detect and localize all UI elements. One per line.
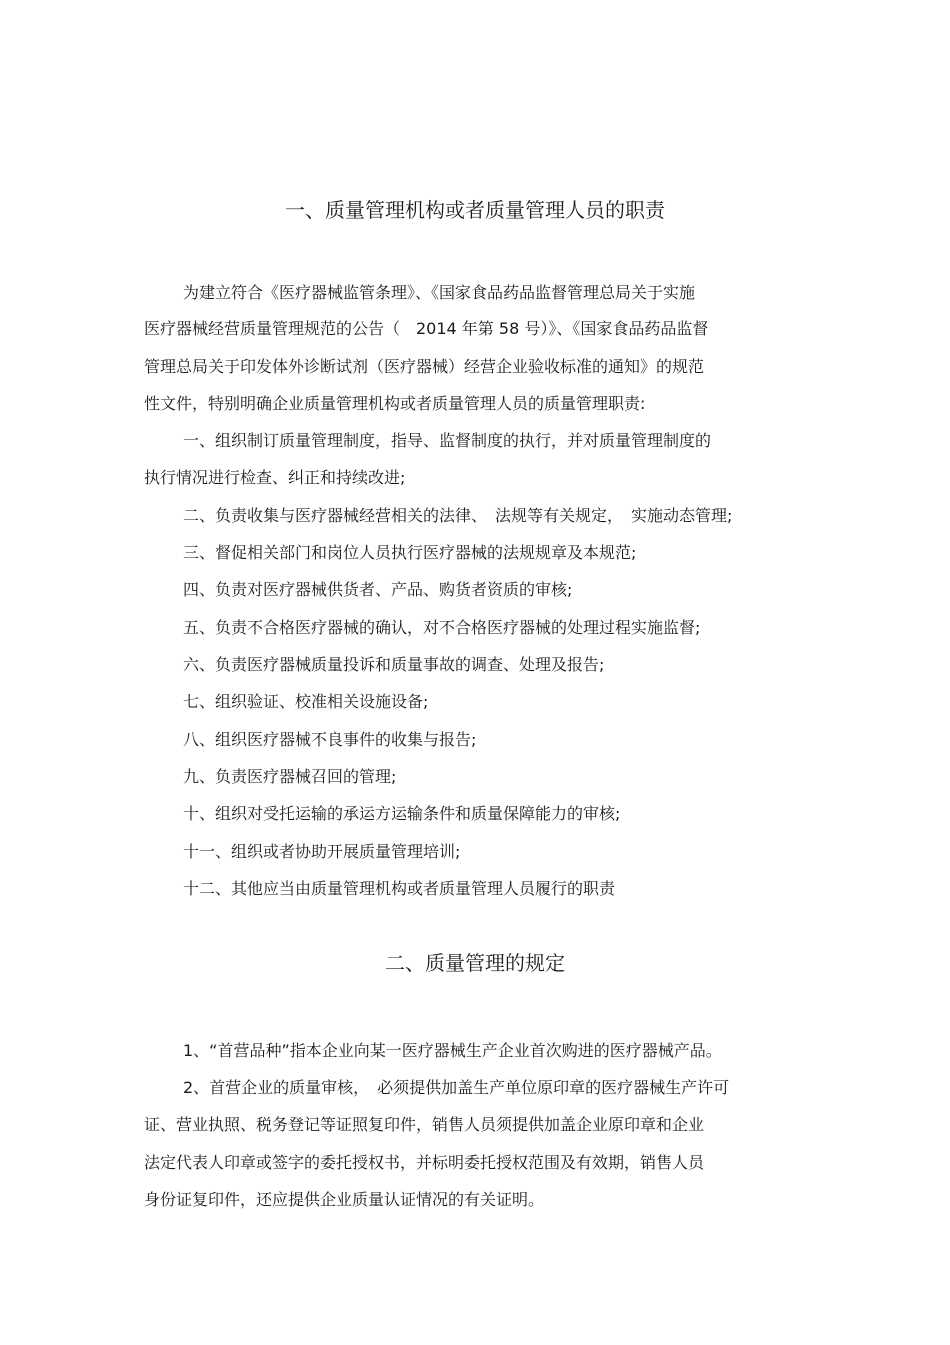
duty-item-5: 五、负责不合格医疗器械的确认，对不合格医疗器械的处理过程实施监督; (183, 618, 701, 637)
rule-para-2-line-1: 2、首营企业的质量审核， 必须提供加盖生产单位原印章的医疗器械生产许可 (183, 1078, 730, 1097)
intro-line-3: 管理总局关于印发体外诊断试剂（医疗器械）经营企业验收标准的通知》的规范 (144, 357, 705, 376)
duty-item-1-line-1: 一、组织制订质量管理制度，指导、监督制度的执行，并对质量管理制度的 (183, 431, 712, 450)
rule-para-2-line-3: 法定代表人印章或签字的委托授权书，并标明委托授权范围及有效期，销售人员 (144, 1153, 705, 1172)
duty-item-8: 八、组织医疗器械不良事件的收集与报告; (183, 730, 477, 749)
duty-item-9: 九、负责医疗器械召回的管理; (183, 767, 397, 786)
intro-line-4: 性文件，特别明确企业质量管理机构或者质量管理人员的质量管理职责: (144, 394, 646, 413)
rule-para-1: 1、“首营品种”指本企业向某一医疗器械生产企业首次购进的医疗器械产品。 (183, 1041, 722, 1060)
duty-item-1-line-2: 执行情况进行检查、纠正和持续改进; (144, 468, 406, 487)
intro-line-1: 为建立符合《医疗器械监管条理》、《国家食品药品监督管理总局关于实施 (183, 283, 696, 302)
duty-item-3: 三、督促相关部门和岗位人员执行医疗器械的法规规章及本规范; (183, 543, 637, 562)
rule-para-2-line-4: 身份证复印件，还应提供企业质量认证情况的有关证明。 (144, 1190, 545, 1209)
duty-item-6: 六、负责医疗器械质量投诉和质量事故的调查、处理及报告; (183, 655, 605, 674)
duty-item-10: 十、组织对受托运输的承运方运输条件和质量保障能力的审核; (183, 804, 621, 823)
duty-item-11: 十一、组织或者协助开展质量管理培训; (183, 842, 461, 861)
duty-item-4: 四、负责对医疗器械供货者、产品、购货者资质的审核; (183, 580, 573, 599)
duty-item-7: 七、组织验证、校准相关设施设备; (183, 692, 429, 711)
section-2-title: 二、质量管理的规定 (385, 951, 565, 975)
section-1-title: 一、质量管理机构或者质量管理人员的职责 (285, 198, 665, 222)
duty-item-2: 二、负责收集与医疗器械经营相关的法律、 法规等有关规定， 实施动态管理; (183, 506, 733, 525)
rule-para-2-line-2: 证、营业执照、税务登记等证照复印件，销售人员须提供加盖企业原印章和企业 (144, 1115, 705, 1134)
intro-line-2: 医疗器械经营质量管理规范的公告（ 2014 年第 58 号）》、《国家食品药品监督 (144, 319, 709, 338)
duty-item-12: 十二、其他应当由质量管理机构或者质量管理人员履行的职责 (183, 879, 616, 898)
